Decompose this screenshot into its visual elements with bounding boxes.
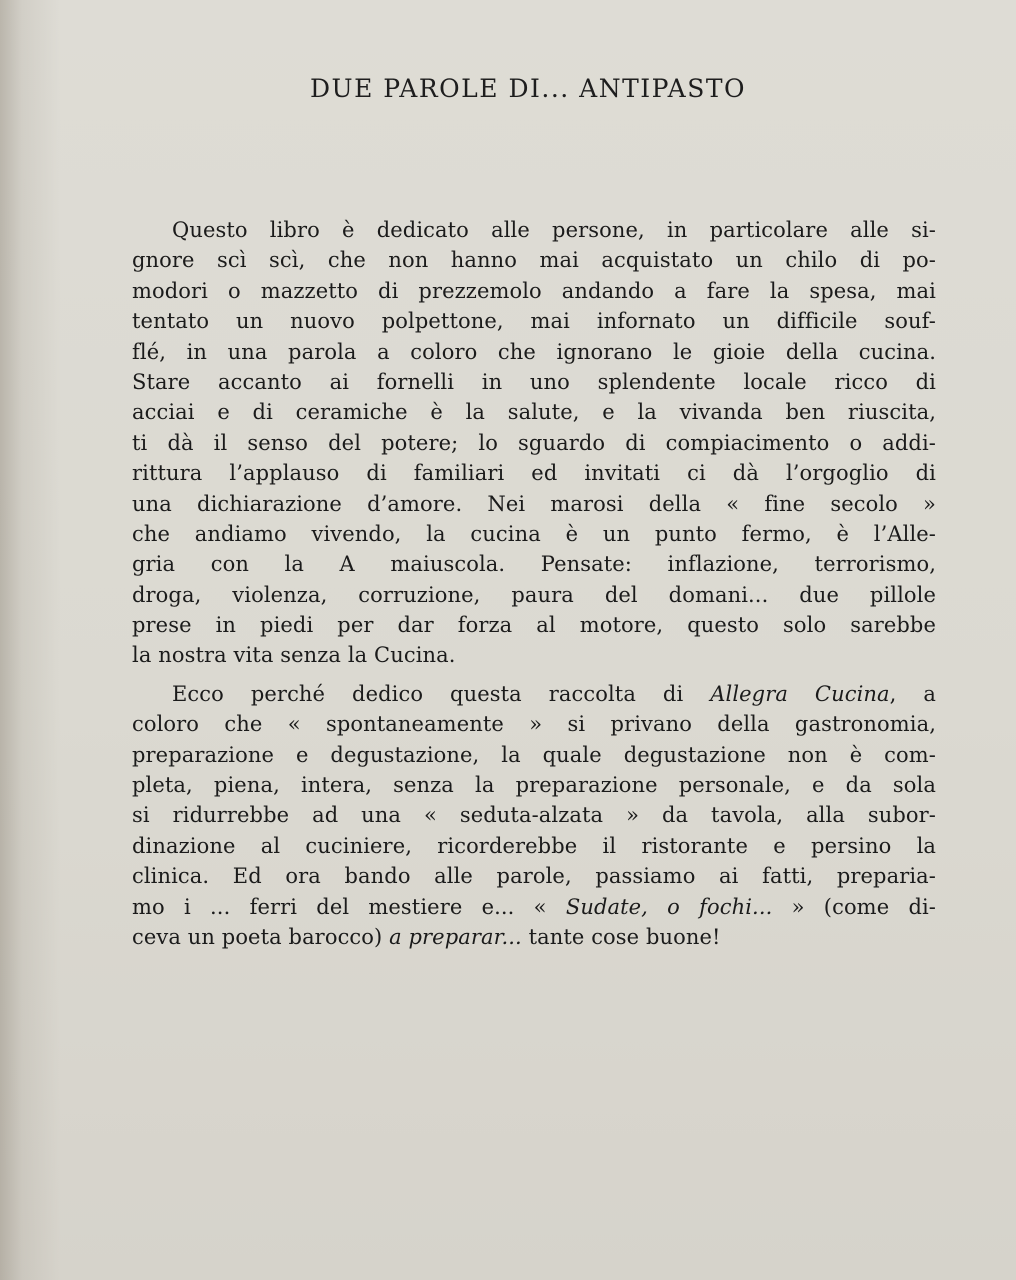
text-line (132, 215, 936, 245)
text-segment: ti dà il senso del potere; lo sguardo di compiacimento o addi- (132, 430, 936, 455)
paragraph (132, 679, 936, 953)
text-line (132, 740, 936, 770)
text-segment: tante cose buone! (521, 924, 721, 949)
italic-text: Sudate, o fochi... (565, 894, 773, 919)
text-segment: clinica. Ed ora bando alle parole, passiamo ai fatti, preparia- (132, 864, 936, 889)
text-segment: Ecco perché dedico questa raccolta di (172, 681, 711, 706)
page-title: DUE PAROLE DI... ANTIPASTO (309, 74, 747, 103)
text-segment: prese in piedi per dar forza al motore, questo solo sarebbe (132, 613, 936, 638)
text-segment: Questo libro è dedicato alle persone, in particolare alle si- (172, 218, 936, 242)
text-segment: coloro che « spontaneamente » si privano della gastronomia, (132, 712, 936, 737)
text-segment: , a (889, 681, 936, 706)
text-line (132, 679, 936, 709)
body-text (132, 215, 936, 952)
text-segment: tentato un nuovo polpettone, mai infornato un difficile souf- (132, 309, 936, 334)
text-segment: acciai e di ceramiche è la salute, e la vivanda ben riuscita, (132, 400, 936, 425)
text-segment: dinazione al cuciniere, ricorderebbe il ristorante e persino la (132, 833, 936, 858)
text-line (132, 428, 936, 458)
text-line (132, 580, 936, 610)
text-line (132, 337, 936, 367)
text-segment: pleta, piena, intera, senza la preparazione personale, e da sola (132, 773, 936, 798)
text-segment: gria con la A maiuscola. Pensate: inflazione, terrorismo, (132, 552, 936, 577)
text-segment: ceva un poeta barocco) (132, 924, 390, 949)
text-line (132, 458, 936, 488)
paragraph (132, 215, 936, 671)
text-segment: rittura l’applauso di familiari ed invitati ci dà l’orgoglio di (132, 461, 936, 486)
text-line (132, 276, 936, 306)
text-line (132, 861, 936, 891)
text-segment: preparazione e degustazione, la quale degustazione non è com- (132, 742, 936, 767)
text-line (132, 800, 936, 830)
text-line (132, 397, 936, 427)
text-line (132, 367, 936, 397)
text-line (132, 549, 936, 579)
text-segment: Stare accanto ai fornelli in uno splendente locale ricco di (132, 369, 936, 394)
text-segment: modori o mazzetto di prezzemolo andando a fare la spesa, mai (132, 278, 936, 303)
text-line (132, 519, 936, 549)
text-line (132, 831, 936, 861)
text-segment: gnore scì scì, che non hanno mai acquistato un chilo di po- (132, 248, 936, 273)
text-line (132, 610, 936, 640)
italic-text: Allegra Cucina (710, 681, 890, 706)
text-segment: droga, violenza, corruzione, paura del domani... due pillole (132, 582, 936, 607)
text-line (132, 489, 936, 519)
text-line (132, 306, 936, 336)
text-segment: la nostra vita senza la Cucina. (132, 643, 456, 668)
text-segment: » (come di- (772, 894, 936, 919)
text-line (132, 892, 936, 922)
text-segment: si ridurrebbe ad una « seduta-alzata » da tavola, alla subor- (132, 803, 936, 828)
text-line (132, 640, 936, 670)
text-segment: flé, in una parola a coloro che ignorano le gioie della cucina. (132, 339, 936, 364)
italic-text: a preparar... (389, 924, 522, 949)
text-segment: che andiamo vivendo, la cucina è un punto fermo, è l’Alle- (132, 521, 936, 546)
text-segment: mo i ... ferri del mestiere e... « (132, 894, 566, 919)
text-segment: una dichiarazione d’amore. Nei marosi della « fine secolo » (132, 491, 936, 516)
text-line (132, 245, 936, 275)
text-line (132, 709, 936, 739)
text-line (132, 770, 936, 800)
text-line (132, 922, 936, 952)
